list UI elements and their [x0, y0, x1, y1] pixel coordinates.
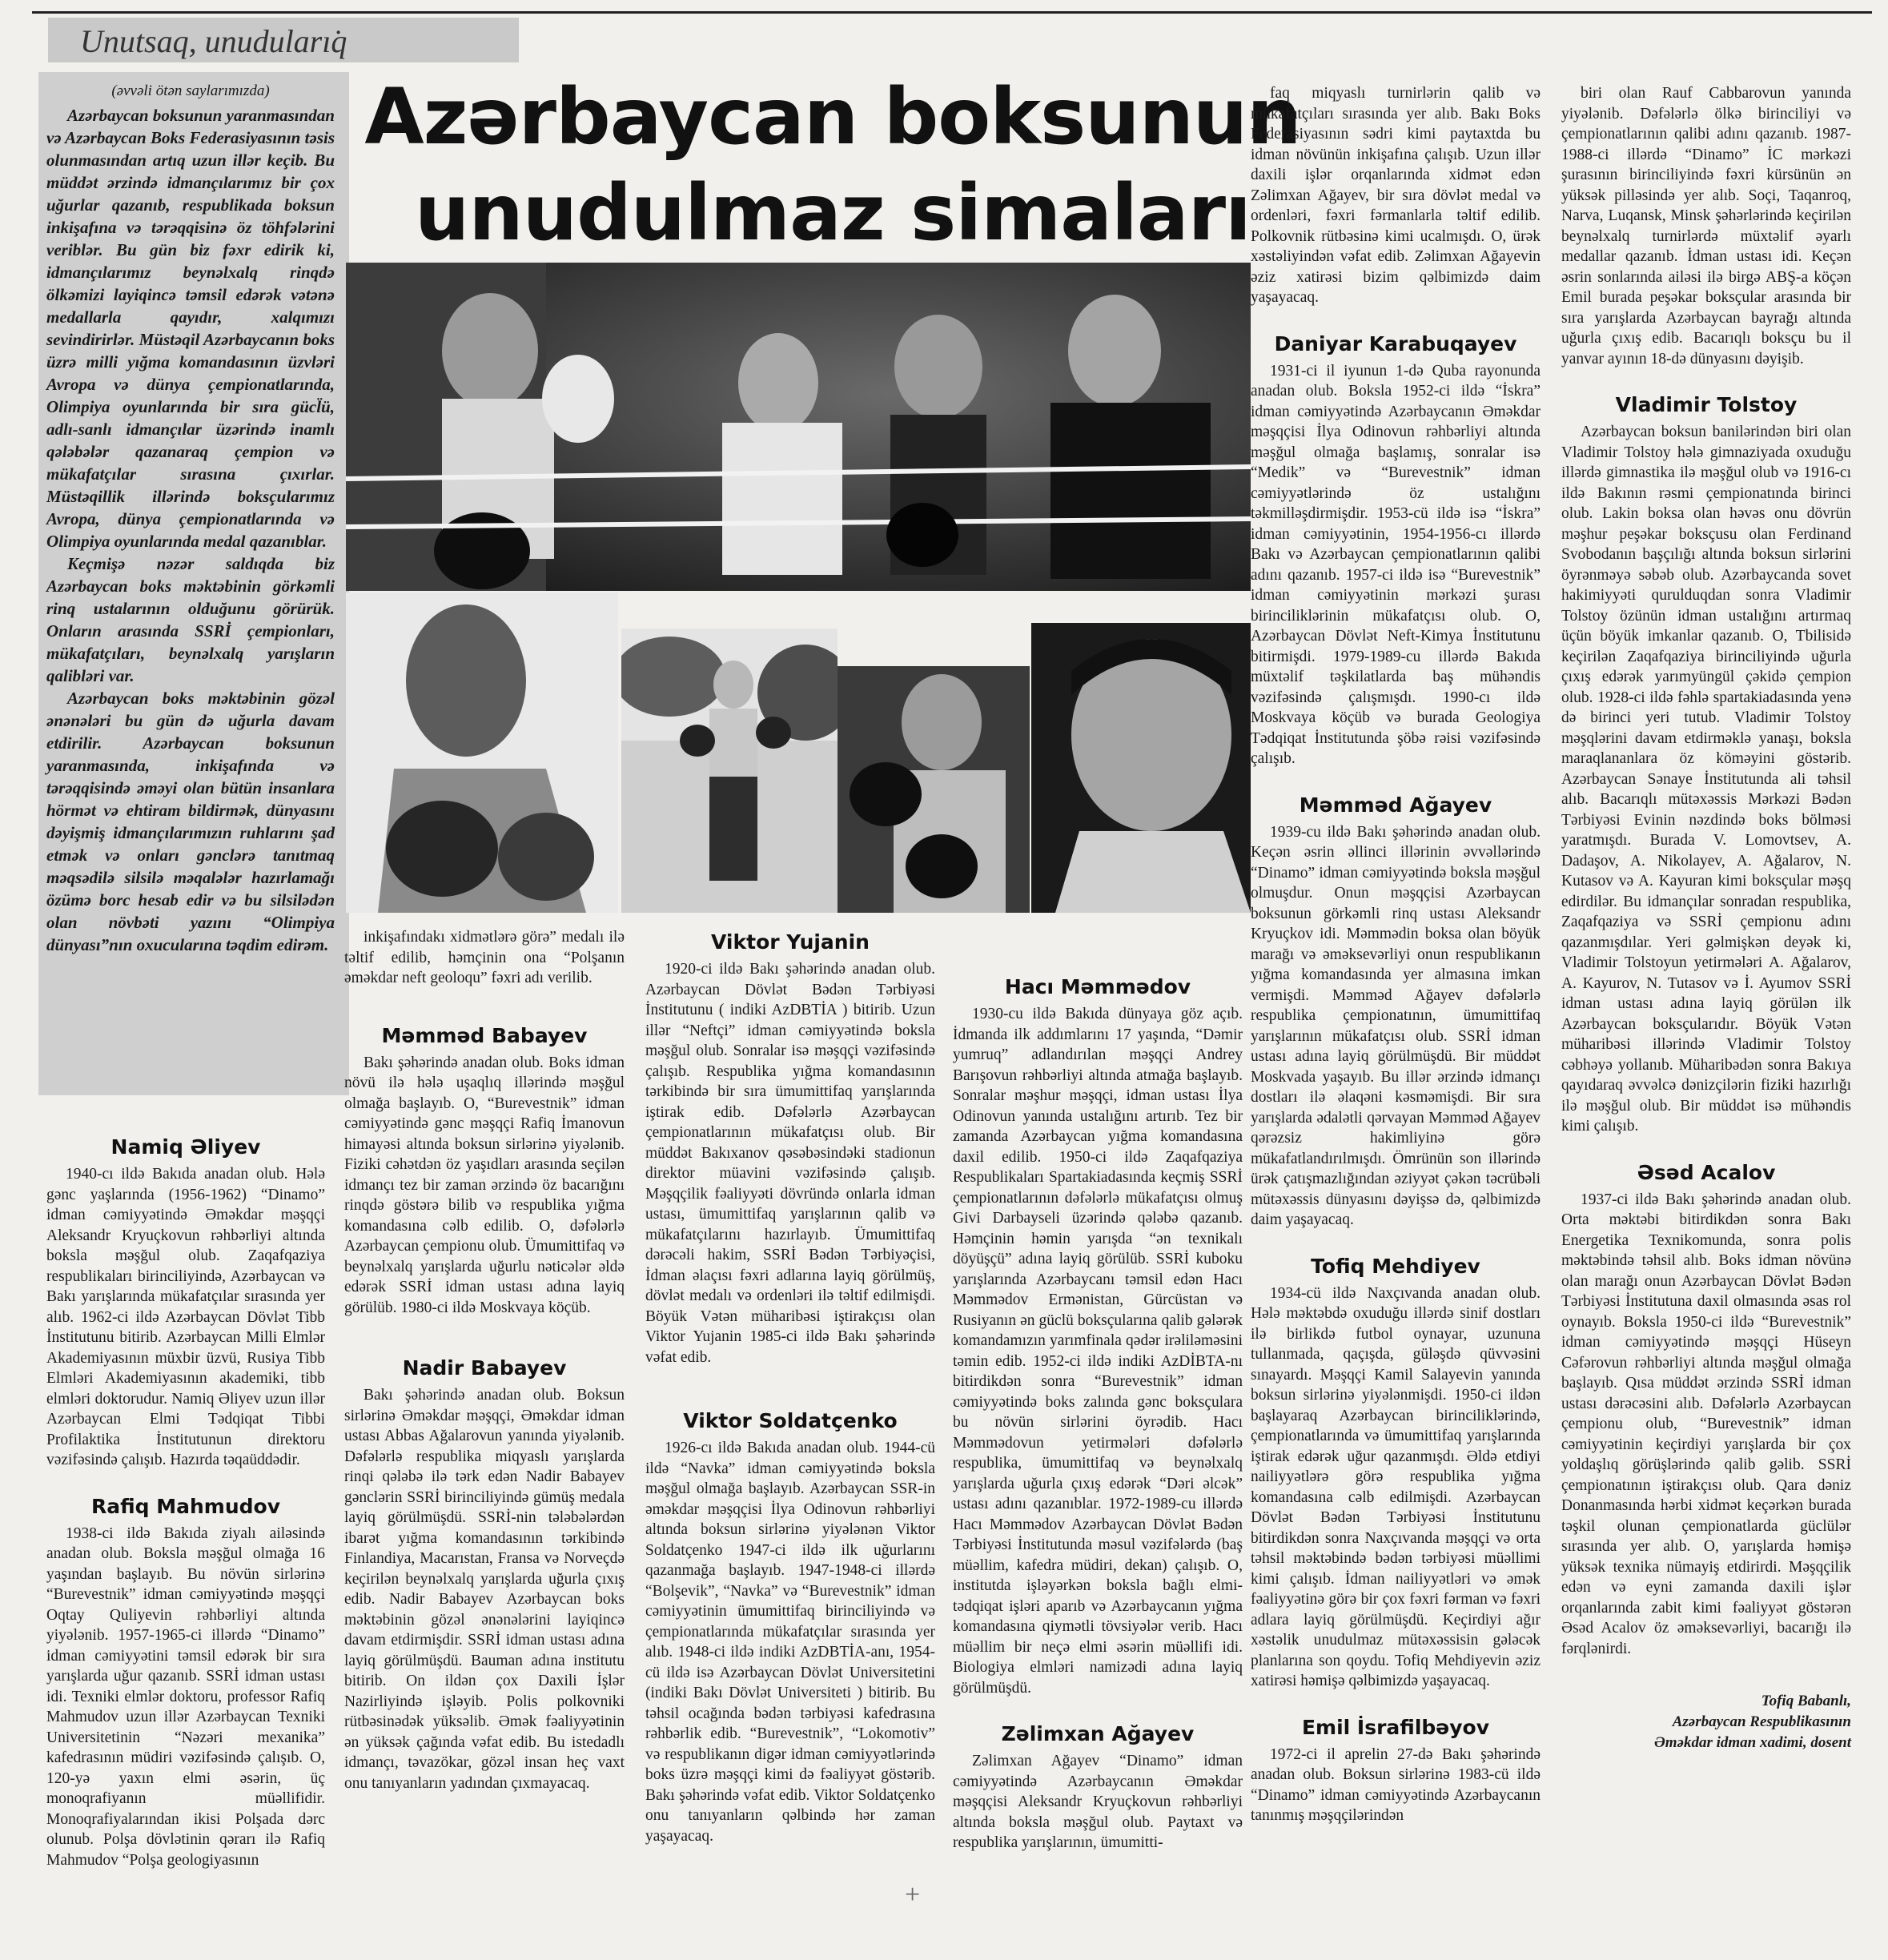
photo-boxer-outdoor	[621, 629, 838, 913]
section-text: Zəlimxan Ağayev “Dinamo” idman cəmiyyətində Azərbaycanın Əməkdar məşqçisi Aleksandr Kryuçkovun rəhbərliyi altında boksla məşğul olub. Paytaxt və respublika yarışlarının, ümumitti-	[953, 1753, 1243, 1851]
column-6	[1561, 83, 1851, 1753]
intro-paragraph: Azərbaycan boks məktəbinin gözəl ənənələri bu gün də uğurla davam etdirilir. Azərbaycan boksunun yaranmasında, inkişafında və tərəqqisində əməyi olan bütün insanlara hörmət və ehtiram bildirmək, dünyasını dəyişmiş idmançılarımızın ruhlarını şad etmək və onları gənclərə tanıtmaq məqsədilə silsilə məqalələr hazırlamağı özümə borc hesab edir və bu silsilədən olan növbəti yazını “Olimpiya dünyası”nın oxucularına təqdim edirəm.	[46, 689, 335, 954]
photo-portrait	[1031, 623, 1251, 913]
crop-mark-icon: +	[905, 1880, 921, 1910]
section-heading: Vladimir Tolstoy	[1615, 393, 1798, 416]
boxer-outdoor-illustration	[621, 629, 838, 913]
section-heading: Viktor Yujanin	[711, 930, 870, 954]
section-text: 1934-cü ildə Naxçıvanda anadan olub. Hələ məktəbdə oxuduğu illərdə sinif dostları ilə birlikdə futbol oynayar, uzununa tullanmada, qaçışda, güləşdə qüvvəsini sınayardı. Məşqçi Kamil Salayevin yanında boksun sirlərinə yiyələnmişdi. 1950-ci ildən başlayaraq Azərbaycan birinciliklərində, çempionatlarında və ümumittifaq yarışlarında iştirak edərək uğur qazanmışdı. Əldə etdiyi nailiyyətlərə görə respublika yığma komandasına cəlb edilmişdi. Azərbaycan Dövlət Bədən Tərbiyəsi İnstitutunu bitirdikdən sonra Naxçıvanda məşqçi və orta təhsil məktəbində bədən tərbiyəsi müəllimi kimi çalışıb. İdman nailiyyətləri və əmək fəaliyyətinə görə bir çox fəxri fərman və fəxri adlara layiq görülmüşdü. Keçirdiyi ağır xəstəlik unudulmaz mütəxəssisin gələcək planlarına son qoydu. Tofiq Mehdiyevin əziz xatirəsi həmişə qəlbimizdə yaşayacaq.	[1251, 1284, 1541, 1689]
author-name: Tofiq Babanlı,	[1761, 1693, 1851, 1709]
section-text: 1926-cı ildə Bakıda anadan olub. 1944-cü ildə “Navka” idman cəmiyyətində boksla məşğul olmağa başlayıb. Azərbaycan SSR-in əməkdar məşqçisi İlya Odinovun rəhbərliyi altında boksun sirlərinə yiyələnən Viktor Soldatçenko 1947-ci ildə ilk uğurlarını qazanmağa başlayıb. 1947-1948-ci illərdə “Bolşevik”, “Navka” və “Burevestnik” idman cəmiyyətinin ümumittifaq birinciliyində və çempionatlarında mükafatçılar sırasında yer alıb. 1948-ci ildə indiki AzDBTİA-anı, 1954-cü ildə isə Azərbaycan Dövlət Universitetini (indiki Bakı Dövlət Universiteti ) bitirib. Bu təhsil ocağında bədən tərbiyəsi kafedrasına rəhbərlik edib. “Burevestnik”, “Lokomotiv” və respublikanın digər idman cəmiyyətlərində boks üzrə məşqçi kimi də fəaliyyət göstərib. Bakı şəhərində vəfat edib. Viktor Soldatçenko onu tanıyanların qəlbində hər zaman yaşayacaq.	[645, 1440, 935, 1845]
section-text: 1937-ci ildə Bakı şəhərində anadan olub. Orta məktəbi bitirdikdən sonra Bakı Energetika Texnikomunda, sonra polis məktəbində təhsil alıb. Boks idman növünə olan marağı onun Azərbaycan Dövlət Bədən Tərbiyəsi İnstitutuna daxil olmasında əsas rol oynayıb. Boksla 1950-ci ildə “Burevestnik” idman cəmiyyətində məşqçi Hüseyn Cəfərovun rəhbərliyi altında məşğul olmağa başlayıb. Qısa müddət ərzində SSRİ idman ustası dərəcəsini alıb. Dəfələrlə Azərbaycan çempionu olub, “Burevestnik” idman cəmiyyətinin keçirdiyi yarışlarda bir çox yoldaşlıq görüşlərində qalib gəlib. SSRİ çempionatının iştirakçısı olub. Qara dəniz Donanmasında hərbi xidmət keçərkən burada təşkil olunan çempionatlarda güclülər sırasında yer alıb. O, yarışlarda həmişə yüksək texnika nümayiş etdirirdi. Məşqçilik edən və eyni zamanda daxili işlər orqanlarında zabit kimi fəaliyyət göstərən Əsəd Acalov öz əməksevərliyi, bacarığı ilə fərqlənirdi.	[1561, 1191, 1851, 1657]
section-heading: Nadir Babayev	[402, 1356, 567, 1380]
section-heading: Zəlimxan Ağayev	[1001, 1722, 1195, 1745]
portrait-illustration	[1031, 623, 1251, 913]
author-byline	[1561, 1691, 1851, 1753]
section-heading: Emil İsrafilbəyov	[1301, 1715, 1490, 1739]
young-boxer-illustration	[346, 592, 618, 913]
section-text: 1972-ci il aprelin 27-də Bakı şəhərində anadan olub. Boksun sirlərinə 1983-cü ildə “Dinamo” idman cəmiyyətində Azərbaycanın tanınmış məşqçilərindən	[1251, 1745, 1541, 1824]
section-text: 1920-ci ildə Bakı şəhərində anadan olub. Azərbaycan Dövlət Bədən Tərbiyəsi İnstitutunu ( indiki AzDBTİA ) bitirib. Uzun illər “Neftçi” idman cəmiyyətində boksla məşğul olub. Sonralar isə məşqçi vəzifəsində çalışıb. Respublika yığma komandasının tərkibində bir sıra ümumittifaq yarışlarında iştirak edib. Dəfələrlə Azərbaycan çempionatlarının mükafatçısı olub. Bir müddət Bakıxanov qəsəbəsindəki stadionun direktor müavini vəzifəsində çalışıb. Məşqçilik fəaliyyəti dövründə onlarla idman ustası, ümumittifaq yarışlarının qalib və mükafatçılarını hazırlayıb. Ümumittifaq dərəcəli hakim, SSRİ Bədən Tərbiyəçisi, İdman əlaçısı fəxri adlarına layiq görülmüş, dövlət medalı və ordenləri ilə təltif edilmişdi. Böyük Vətən müharibəsi iştirakçısı olan Viktor Yujanin 1985-ci ildə Bakı şəhərində vəfat edib.	[645, 961, 935, 1366]
rubric-bar	[48, 18, 519, 62]
rubric-label: Unutsaq, unuduları̇q	[80, 23, 347, 59]
section-text: 1930-cu ildə Bakıda dünyaya göz açıb. İdmanda ilk addımlarını 17 yaşında, “Dəmir yumruq” adlandırılan məşqçi Andrey Barışovun rəhbərliyi altında atmağa başlayıb. Sonralar məşhur məşqçi, idman ustası İlya Odinovun yanında ustalığını artırıb. Tez bir zamanda Azərbaycan yığma komandasına daxil edilib. 1950-ci ildə Zaqafqaziya Respublikaları Spartakiadasında keçmiş SSRİ çempionatlarının dəfələrlə mükafatçısı olmuş Givi Darbayseli üzərində qələbə qazanıb. Həmçinin həmin yarışda “ən texnikalı döyüşçü” adına layiq görülüb. SSRİ kuboku yarışlarında Azərbaycanı təmsil edən Hacı Məmmədov Ermənistan, Gürcüstan və Rusiyanın ən güclü boksçularına qalib gələrək komandamızın yarımfinala qədər irəliləməsini təmin edib. 1952-ci ildə indiki AzDİBTA-nı bitirdikdən sonra “Burevestnik” idman cəmiyyətində boks zalında gənc boksçulara bu növün sirlərini öyrədib. Hacı Məmmədovun yetirmələri dəfələrlə respublika, ümumittifaq və beynəlxalq yarışlarda uğurla çıxış edərək “Dəri əlcək” ustası adını qazanıblar. 1972-1989-cu illərdə Hacı Məmmədov Azərbaycan Dövlət Bədən Tərbiyəsi İnstitutunda məsul vəzifələrdə (baş müəllim, kafedra müdiri, dekan) çalışıb. O, institutda işləyərkən boksla bağlı elmi-tədqiqat işləri aparıb və Azərbaycanın yığma komandasına qiymətli tövsiyələr verib. Hacı müəllim bir neçə elmi əsərin müəllifi idi. Biologiya elmləri namizədi adına layiq görülmüşdü.	[953, 1006, 1243, 1697]
column-2	[344, 927, 625, 1793]
column-5	[1251, 83, 1541, 1826]
section-text: biri olan Rauf Cabbarovun yanında yiyələnib. Dəfələrlə ölkə birinciliyi və çempionatlarının qalibi adını qazanıb. 1987-1988-ci illərdə “Dinamo” İC mərkəzi şurasının birinciliyində fəxri kürsünün ən yüksək pilləsində yer alıb. Soçi, Taqanroq, Narva, Luqansk, Minsk şəhərlərində keçirilən beynəlxalq turnirlərdə müxtəlif əyarlı medallar qazanıb. İdman ustası idi. Keçən əsrin sonlarında ailəsi ilə birgə ABŞ-a köçən Emil burada peşəkar boksçular arasında bir sıra yarışlarda Azərbaycan bayrağı altında uğurla çıxış edib. Bacarıqlı boksçu bu il yanvar ayının 18-də dünyasını dəyişib.	[1561, 85, 1851, 368]
section-text: Azərbaycan boksun banilərindən biri olan Vladimir Tolstoy hələ gimnaziyada oxuduğu illərdə gimnastika ilə məşğul olub və 1916-cı ildə Bakının rəsmi çempionatında birinci olub. Lakin boksa olan həvəs onu dövrün məşhur peşəkar boksçusu olan Ferdinand Svobodanın başçılığı altında boksun sirlərini öyrənməyə səbəb olub. Azərbaycanda sovet hakimiyyəti qurulduqdan sonra Vladimir Tolstoy özünün idman ustalığını artırmaq üçün böyük imkanlar qazanıb. O, Tbilisidə keçirilən Zaqafqaziya birinciliyində uğurla çıxış edərək yarımyüngül çəkidə çempion olub. 1928-ci ildə fəhlə spartakiadasında yenə də birinci yeri tutub. Vladimir Tolstoy məşqlərini davam etdirməklə yanaşı, boksla maraqlananlara öz köməyini göstərib. Azərbaycan Sənaye İnstitutunda ali təhsil alıb. Bacarıqlı mütəxəssis Mərkəzi Bədən Tərbiyəsi Evinin nəzdində boks bölməsi yaratmışdı. Burada V. Lomovtsev, A. Dadaşov, A. Nikolayev, A. Ağalarov, N. Kutasov və A. Kayuran kimi boksçular məşq edirdilər. Bu idmançılar sonradan respublika, Zaqafqaziya və SSRİ çempionu adını qazanmışdılar. Yeri gəlmişkən deyək ki, Vladimir Tolstoyun yetirmələri A. Ağalarov, A. Kayurov, N. Tutasov və İ. Ayumov SSRİ idman ustası adına layiq görülən ilk Azərbaycan boksçularıdır. Böyük Vətən müharibəsi illərində Vladimir Tolstoy cəbhəyə yollanıb. Müharibədən sonra Bakıya qayıdaraq əvvəlcə dənizçilərin fiziki hazırlığı ilə məşğul olub. Bir müddət isə mühəndis kimi çalışıb.	[1561, 424, 1851, 1135]
photo-ring-bout	[346, 263, 1251, 591]
page-title: Azərbaycan boksunun unudulmaz simaları	[364, 72, 1301, 258]
section-heading: Daniyar Karabuqayev	[1274, 331, 1517, 355]
section-text: 1931-ci il iyunun 1-də Quba rayonunda anadan olub. Boksla 1952-ci ildə “İskra” idman cəmiyyətində Azərbaycanın Əməkdar məşqçisi İlya Odinovun rəhbərliyi altında məşğul olmağa başlamış, sonralar isə “Medik” və “Burevestnik” idman cəmiyyətlərində öz ustalığını təkmilləşdirmişdir. 1953-cü ildə isə “İskra” idman cəmiyyətinin, 1954-1956-cı illərdə Bakı və Azərbaycan çempionatlarının qalibi adını qazanıb. 1957-ci ildə isə “Burevestnik” idman cəmiyyətinin mərkəzi şurası birinciliklərinin mükafatçısı olub. O, Azərbaycan Dövlət Neft-Kimya İnstitutunu bitirmişdi. 1979-1989-cu illərdə Bakıda müxtəlif təşkilatlarda baş mühəndis vəzifəsində çalışmışdı. 1990-cı ildə Moskvaya köçüb və burada Geologiya Tədqiqat İnstitutunda şöbə rəisi vəzifəsində çalışıb.	[1251, 362, 1541, 767]
author-title-2: Əməkdar idman xadimi, dosent	[1654, 1734, 1851, 1751]
column-3	[645, 930, 935, 1846]
column-4	[953, 975, 1243, 1854]
intro-text	[46, 80, 335, 956]
intro-source-note: (əvvəli ötən saylarımızda)	[111, 82, 270, 99]
author-title-1: Azərbaycan Respublikasının	[1672, 1713, 1851, 1730]
section-heading: Məmməd Ağayev	[1299, 793, 1492, 817]
section-text: 1940-cı ildə Bakıda anadan olub. Hələ gənc yaşlarında (1956-1962) “Dinamo” idman cəmiyyətində Əməkdar məşqçi Aleksandr Kryuçkovun rəhbərliyi altında boksla məşğul olub. Zaqafqaziya respublikaları birinciliyində, Azərbaycan və Bakı yarışlarında mükafatçılar sırasında yer alıb. 1962-ci ildə Azərbaycan Dövlət Tibb İnstitutunu bitirib. Azərbaycan Milli Elmlər Akademiyasının müxbir üzvü, Rusiya Tibb Elmləri Akademiyasının akademiki, tibb elmləri doktorudur. Namiq Əliyev uzun illər Azərbaycan Elmi Tədqiqat Tibbi Profilaktika İnstitutunun direktoru vəzifəsində çalışıb. Hazırda təqaüddədir.	[46, 1166, 325, 1468]
section-text: Bakı şəhərində anadan olub. Boksun sirlərinə Əməkdar məşqçi, Əməkdar idman ustası Abbas Ağalarovun yanında yiyələnib. Dəfələrlə respublika miqyaslı yarışlarda rinqi qələbə ilə tərk edən Nadir Babayev gənclərin SSRİ birinciliyində gümüş medala layiq görülmüşdü. SSRİ-nin tələbələrdən ibarət yığma komandasının tərkibində Finlandiya, Macarıstan, Fransa və Norveçdə keçirilən beynəlxalq yarışlarda uğurla çıxış edib. Nadir Babayev Azərbaycan boks məktəbinin gözəl ənənələrini layiqincə davam etdirmişdir. SSRİ idman ustası adına layiq görülmüşdü. Bauman adına institutu bitirib. On ildən çox Daxili İşlər Nazirliyində işləyib. Polis polkovniki rütbəsinədək yüksəlib. Əmək fəaliyyətinin ən yüksək çağında vəfat edib. Bu istedadlı idmançı, təvazökar, gözəl insan heç vaxt onu tanıyanların yadından çıxmayacaq.	[344, 1387, 625, 1792]
section-heading: Hacı Məmmədov	[1004, 975, 1191, 998]
section-heading: Rafiq Mahmudov	[90, 1494, 280, 1518]
section-text: 1938-ci ildə Bakıda ziyalı ailəsində anadan olub. Boksla məşğul olmağa 16 yaşından başlayıb. Bu növün sirlərinə “Burevestnik” idman cəmiyyətində məşqçi Oqtay Quliyevin rəhbərliyi altında yiyələnib. 1957-1965-ci illərdə “Dinamo” idman cəmiyyətini təmsil edərək bir sıra yarışlarda uğur qazanıb. SSRİ idman ustası idi. Texniki elmlər doktoru, professor Rafiq Mahmudov uzun illər Azərbaycan Texniki Universitetinin “Nəzəri mexanika” kafedrasının müdiri vəzifəsində çalışıb. O, 120-yə yaxın elmi əsərin, üç monoqrafiyanın müəllifidir. Monoqrafiyalarından ikisi Polşada dərc olunub. Polşa dövlətinin qərarı ilə Rafiq Mahmudov “Polşa geologiyasının	[46, 1524, 325, 1869]
boxer-guard-illustration	[838, 666, 1030, 913]
top-rule	[32, 11, 1872, 14]
photo-young-boxer	[346, 592, 618, 913]
section-heading: Viktor Soldatçenko	[683, 1409, 898, 1432]
section-text: Bakı şəhərində anadan olub. Boks idman növü ilə hələ uşaqlıq illərində məşğul olmağa başlayıb. O, “Burevestnik” idman cəmiyyətində gənc məşqçi Rafiq İmanovun himayəsi altında boksun sirlərinə yiyələnib. Fiziki cəhətdən öz yaşıdları arasında seçilən idmançı tez bir zaman ərzində öz bacarığını rinqdə göstərə bilib və respublika yığma komandasına cəlb edilib. O, dəfələrlə Azərbaycan çempionu olub. Ümumittifaq və beynəlxalq yarışlarda uğurlu nəticələr əldə edərək SSRİ idman ustası adına layiq görülüb. 1980-ci ildə Moskvaya köçüb.	[344, 1054, 625, 1316]
intro-paragraph: Azərbaycan boksunun yaranmasından və Azərbaycan Boks Federasiyasının təsis olunmasından artıq uzun illər keçib. Bu müddət ərzində idmançılarımız bir çox uğurlar qazanıb, respublikada boksun inkişafına və tərəqqisinə öz töhfələrini veriblər. Bu gün biz fəxr edirik ki, idmançılarımız beynəlxalq rinqdə ölkəmizi layiqincə təmsil edərək vətənə medallarla qayıdır, xalqımızı sevindirirlər. Müstəqil Azərbaycanın boks üzrə milli yığma komandasının üzvləri Avropa və dünya çempionatlarında, Olimpiya oyunlarında bir sıra gücl̈ü, adlı-sanlı idmançılar üzərində inamlı qələbələr qazanaraq çempion və mükafatçılar sırasına çıxırlar. Müstəqillik illərində boksçularımız Avropa, dünya çempionatlarında və Olimpiya oyunlarında medal qazanıblar.	[46, 106, 335, 551]
section-heading: Tofiq Mehdiyev	[1311, 1254, 1480, 1278]
section-heading: Namiq Əliyev	[110, 1135, 261, 1159]
section-heading: Əsəd Acalov	[1637, 1160, 1776, 1184]
section-heading: Məmməd Babayev	[381, 1023, 588, 1047]
column-1	[46, 1135, 325, 1870]
section-text: inkişafındakı xidmətlərə görə” medalı ilə təltif edilib, həmçinin ona “Polşanın əməkdar neft geoloqu” fəxri adı verilib.	[344, 929, 625, 986]
section-text: 1939-cu ildə Bakı şəhərində anadan olub. Keçən əsrin əllinci illərinin əvvəllərində “Dinamo” idman cəmiyyətində boksla məşğul olmuşdur. Onun məşqçisi Azərbaycan boksunun görkəmli rinq ustası Aleksandr Kryuçkov idi. Məmmədin boksa olan böyük marağı və əməksevərliyi onun respublikanın yığma komandasında yer almasına imkan vermişdi. Məmməd Ağayev dəfələrlə respublika çempionatının, ümumittifaq yarışlarının mükafatçısı olub. SSRİ idman ustası adına layiq görülmüşdü. Bir müddət Moskvada yaşayıb. Bu illər ərzində idmançı dostları ilə əlaqəni kəsməmişdi. Bir sıra yarışlarda ədalətli qərvayan Məmməd Ağayev qərəzsiz hakimliyinə görə mükafatlandırılmışdı. Ömrünün son illərində ürək çatışmazlığından əziyyət çəkən təcrübəli mütəxəssis dünyasını dəyişsə də, qəlbimizdə daim yaşayacaq.	[1251, 823, 1541, 1228]
intro-paragraph: Keçmişə nəzər saldıqda biz Azərbaycan boks məktəbinin görkəmli rinq ustalarının olduğunu görürük. Onların arasında SSRİ çempionları, mükafatçıları, beynəlxalq yarışların qalibləri var.	[46, 554, 335, 685]
photo-boxer-guard	[838, 666, 1030, 913]
section-text: faq miqyaslı turnirlərin qalib və mükafatçıları sırasında yer alıb. Bakı Boks Federasiyasının sədri kimi paytaxtda bu idman növünün inkişafına çalışıb. Uzun illər daxili işlər orqanlarında xidmət edən Zəlimxan Ağayev, bir sıra dövlət medal və ordenləri, fəxri fərmanlarla təltif edilib. Polkovnik rütbəsinə kimi ucalmışdı. O, ürək xəstəliyindən vəfat edib. Zəlimxan Ağayevin əziz xatirəsi bizim qəlbimizdə daim yaşayacaq.	[1251, 85, 1541, 306]
ring-bout-illustration	[346, 263, 1251, 591]
